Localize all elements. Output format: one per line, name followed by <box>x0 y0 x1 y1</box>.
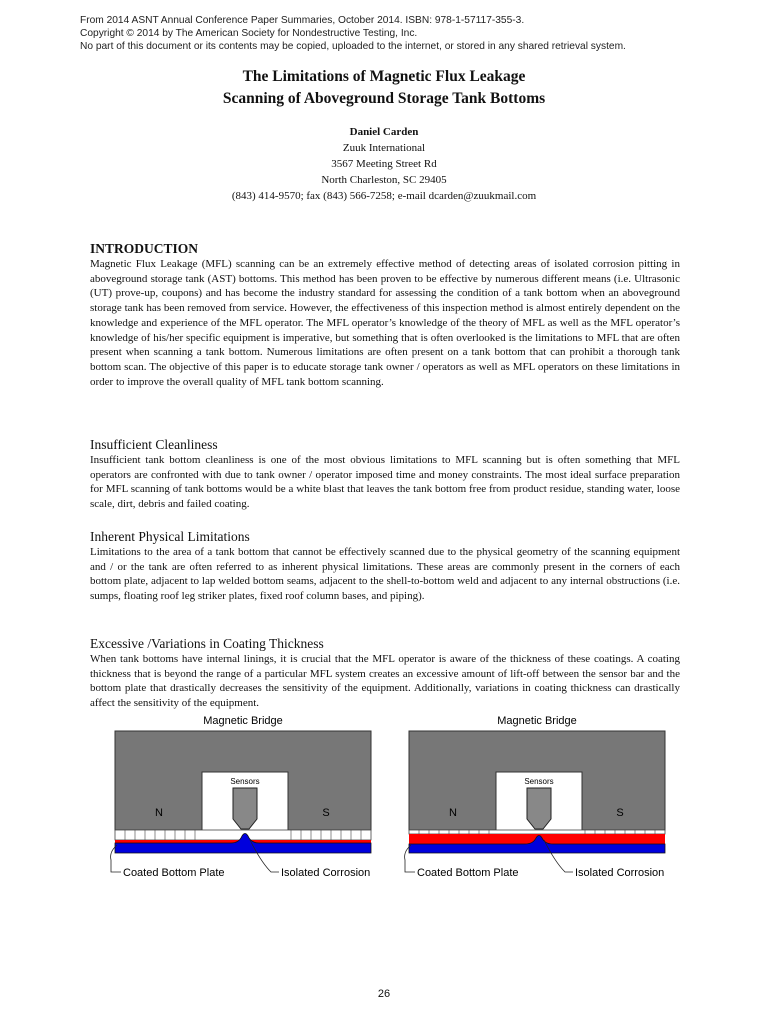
right-north-pole: N <box>449 807 457 819</box>
left-sensor-probe <box>233 788 257 829</box>
right-corrosion-label: Isolated Corrosion <box>575 867 665 879</box>
section-introduction <box>90 241 680 389</box>
right-south-pole: S <box>616 807 624 819</box>
section-body: Magnetic Flux Leakage (MFL) scanning can be an extremely effective method of detecting areas of isolated corrosion pitting in aboveground storage tank (AST) bottoms. This method has been proven to be effective by numerous different means (i.e. Ultrasonic (UT) prove-up, coupons) and has become the industry standard for assessing the condition of a tank bottom when an aboveground storage tank has been removed from service. However, the effectiveness of this inspection method is almost entirely dependent on the knowledge and experience of the MFL operator. The MFL operator’s knowledge of the theory of MFL as well as the MFL operator’s knowledge of his/her specific equipment is imperative, but something that is often overlooked is the limitations to MFL that are often present when scanning a tank bottom. Numerous limitations are often present on a tank bottom that can prohibit a thorough tank bottom scan. The objective of this paper is to educate storage tank owner / operators as well as MFL operators on these limitations in order to improve the overall quality of MFL tank bottom scanning. <box>90 258 680 388</box>
section-body: Insufficient tank bottom cleanliness is one of the most obvious limitations to MFL scanning but is often something that MFL operators are confronted with due to tank owner / operator imposed time and money constraints. The most ideal surface preparation for MFL scanning of tank bottoms would be a white blast that leaves the tank bottom free from product residue, standing water, loose scale, dirt, debris and failed coating. <box>90 454 680 511</box>
magnetic-bridge-diagram <box>90 712 680 892</box>
section-heading: INTRODUCTION <box>90 241 199 256</box>
left-sensors-label: Sensors <box>230 777 260 786</box>
right-sensor-gap <box>409 830 665 834</box>
author-street: 3567 Meeting Street Rd <box>331 158 437 170</box>
left-plate-label: Coated Bottom Plate <box>123 867 225 879</box>
section-inherent-physical-limitations <box>90 529 680 604</box>
section-body: When tank bottoms have internal linings, it is crucial that the MFL operator is aware of the thickness of these coatings. A coating thickness that is beyond the range of a particular MFL system creates an excessive amount of lift-off between the sensor bar and the bottom plate that drastically decreases the sensitivity of the equipment. Additionally, variations in coating thickness can drastically affect the sensitivity of the equipment. <box>90 653 680 710</box>
left-corrosion-label: Isolated Corrosion <box>281 867 371 879</box>
left-bridge-panel <box>111 715 371 879</box>
right-bridge-title: Magnetic Bridge <box>497 715 577 727</box>
left-south-pole: S <box>322 807 330 819</box>
paper-title <box>80 66 688 110</box>
author-block <box>80 124 688 204</box>
header-copyright-line: Copyright © 2014 by The American Society for Nondestructive Testing, Inc. <box>80 28 418 39</box>
section-coating-thickness <box>90 636 680 711</box>
right-plate-label: Coated Bottom Plate <box>417 867 519 879</box>
section-body: Limitations to the area of a tank bottom that cannot be effectively scanned due to the physical geometry of the scanning equipment and / or the tank are often referred to as inherent physical limitations. These areas are commonly present in the corners of each bottom plate, adjacent to lap welded bottom seams, adjacent to the shell-to-bottom weld and adjacent to any internal obstructions (i.e. sumps, floating roof leg striker plates, fixed roof column bases, and piping). <box>90 546 680 603</box>
title-line-1: The Limitations of Magnetic Flux Leakage <box>242 68 526 85</box>
header-source-line: From 2014 ASNT Annual Conference Paper Summaries, October 2014. ISBN: 978-1-57117-355-3. <box>80 15 525 26</box>
header-rights-line: No part of this document or its contents may be copied, uploaded to the internet, or stored in any shared retrieval system. <box>80 41 626 52</box>
left-bridge-title: Magnetic Bridge <box>203 715 283 727</box>
section-heading: Insufficient Cleanliness <box>90 437 218 452</box>
page-number: 26 <box>377 988 391 1000</box>
section-heading: Excessive /Variations in Coating Thickness <box>90 636 324 651</box>
title-line-2: Scanning of Aboveground Storage Tank Bottoms <box>222 90 546 107</box>
author-name: Daniel Carden <box>349 126 419 138</box>
copyright-header <box>80 14 700 53</box>
author-contact: (843) 414-9570; fax (843) 566-7258; e-mail dcarden@zuukmail.com <box>231 190 537 202</box>
right-bridge-panel <box>405 715 665 879</box>
author-city: North Charleston, SC 29405 <box>321 174 447 186</box>
left-north-pole: N <box>155 807 163 819</box>
right-sensor-probe <box>527 788 551 829</box>
author-org: Zuuk International <box>342 142 426 154</box>
right-sensors-label: Sensors <box>524 777 554 786</box>
section-insufficient-cleanliness <box>90 437 680 512</box>
magnetic-bridge-figure <box>90 712 680 892</box>
section-heading: Inherent Physical Limitations <box>90 529 250 544</box>
